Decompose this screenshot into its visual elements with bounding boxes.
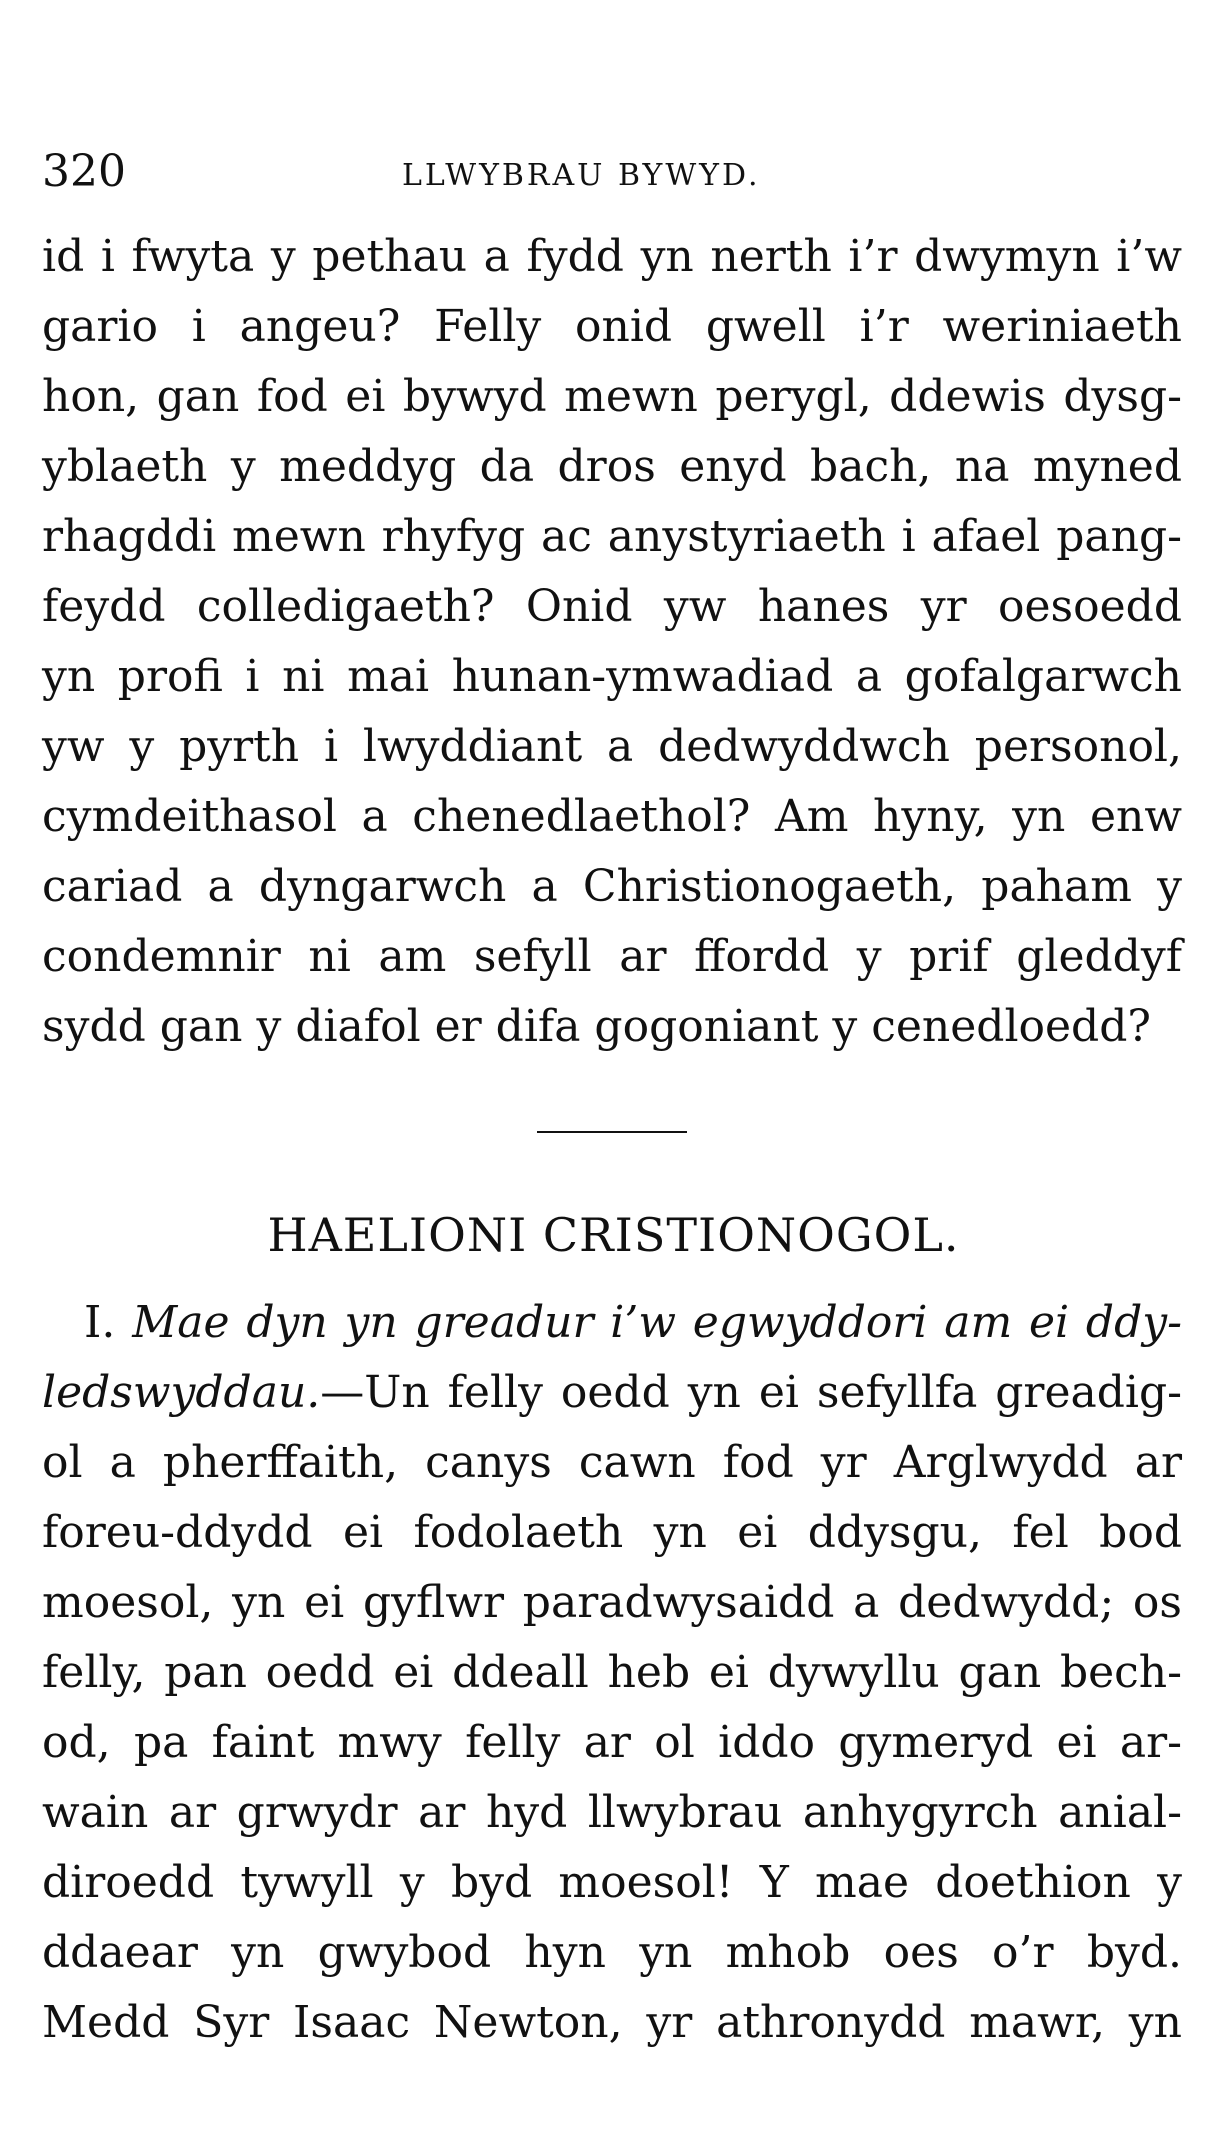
text-line: condemnir ni am sefyll ar ffordd y prif gleddyf [42, 931, 1182, 982]
text-line: yn profi i ni mai hunan-ymwadiad a gofalgarwch [42, 651, 1182, 702]
text-line: cymdeithasol a chenedlaethol? Am hyny, yn enw [42, 791, 1182, 842]
text-line: ol a pherffaith, canys cawn fod yr Arglwydd ar [42, 1437, 1182, 1488]
page-number: 320 [42, 146, 126, 197]
text-line: od, pa faint mwy felly ar ol iddo gymeryd ei ar- [42, 1717, 1182, 1768]
text-line: diroedd tywyll y byd moesol! Y mae doethion y [42, 1857, 1182, 1908]
section-divider [537, 1131, 687, 1133]
text-line: id i fwyta y pethau a fydd yn nerth i’r dwymyn i’w [42, 231, 1182, 282]
text-line: sydd gan y diafol er difa gogoniant y cenedloedd? [42, 1001, 1151, 1052]
text-line: felly, pan oedd ei ddeall heb ei dywyllu gan bech- [42, 1647, 1182, 1698]
text-line [42, 1288, 1182, 1358]
running-head: LLWYBRAU BYWYD. [402, 158, 761, 193]
text-line: gario i angeu? Felly onid gwell i’r weriniaeth [42, 301, 1182, 352]
text-line [42, 1358, 1182, 1428]
text-line: moesol, yn ei gyflwr paradwysaidd a dedwydd; os [42, 1577, 1182, 1628]
text-line: cariad a dyngarwch a Christionogaeth, paham y [42, 861, 1182, 912]
continuation-paragraph [42, 222, 1182, 1062]
italic-heading-end: ledswyddau. [42, 1367, 321, 1418]
page-header [42, 142, 1182, 202]
text-line: wain ar grwydr ar hyd llwybrau anhygyrch anial- [42, 1787, 1182, 1838]
text-line: ddaear yn gwybod hyn yn mhob oes o’r byd. [42, 1927, 1182, 1978]
text-line: foreu-ddydd ei fodolaeth yn ei ddysgu, fel bod [42, 1507, 1182, 1558]
text-line: yblaeth y meddyg da dros enyd bach, na myned [42, 441, 1182, 492]
text-line: hon, gan fod ei bywyd mewn perygl, ddewis dysg- [42, 371, 1182, 422]
section-paragraph [42, 1288, 1182, 2058]
text-line: yw y pyrth i lwyddiant a dedwyddwch personol, [42, 721, 1182, 772]
italic-heading: Mae dyn yn greadur i’w egwyddori am ei ddy- [132, 1297, 1182, 1348]
text-run: —Un felly oedd yn ei sefyllfa greadig- [320, 1367, 1182, 1418]
text-line: Medd Syr Isaac Newton, yr athronydd mawr, yn [42, 1997, 1182, 2048]
text-line: rhagddi mewn rhyfyg ac anystyriaeth i afael pang- [42, 511, 1182, 562]
text-line: feydd colledigaeth? Onid yw hanes yr oesoedd [42, 581, 1182, 632]
section-numeral: I. [84, 1297, 116, 1348]
section-title: HAELIONI CRISTIONOGOL. [267, 1208, 960, 1262]
